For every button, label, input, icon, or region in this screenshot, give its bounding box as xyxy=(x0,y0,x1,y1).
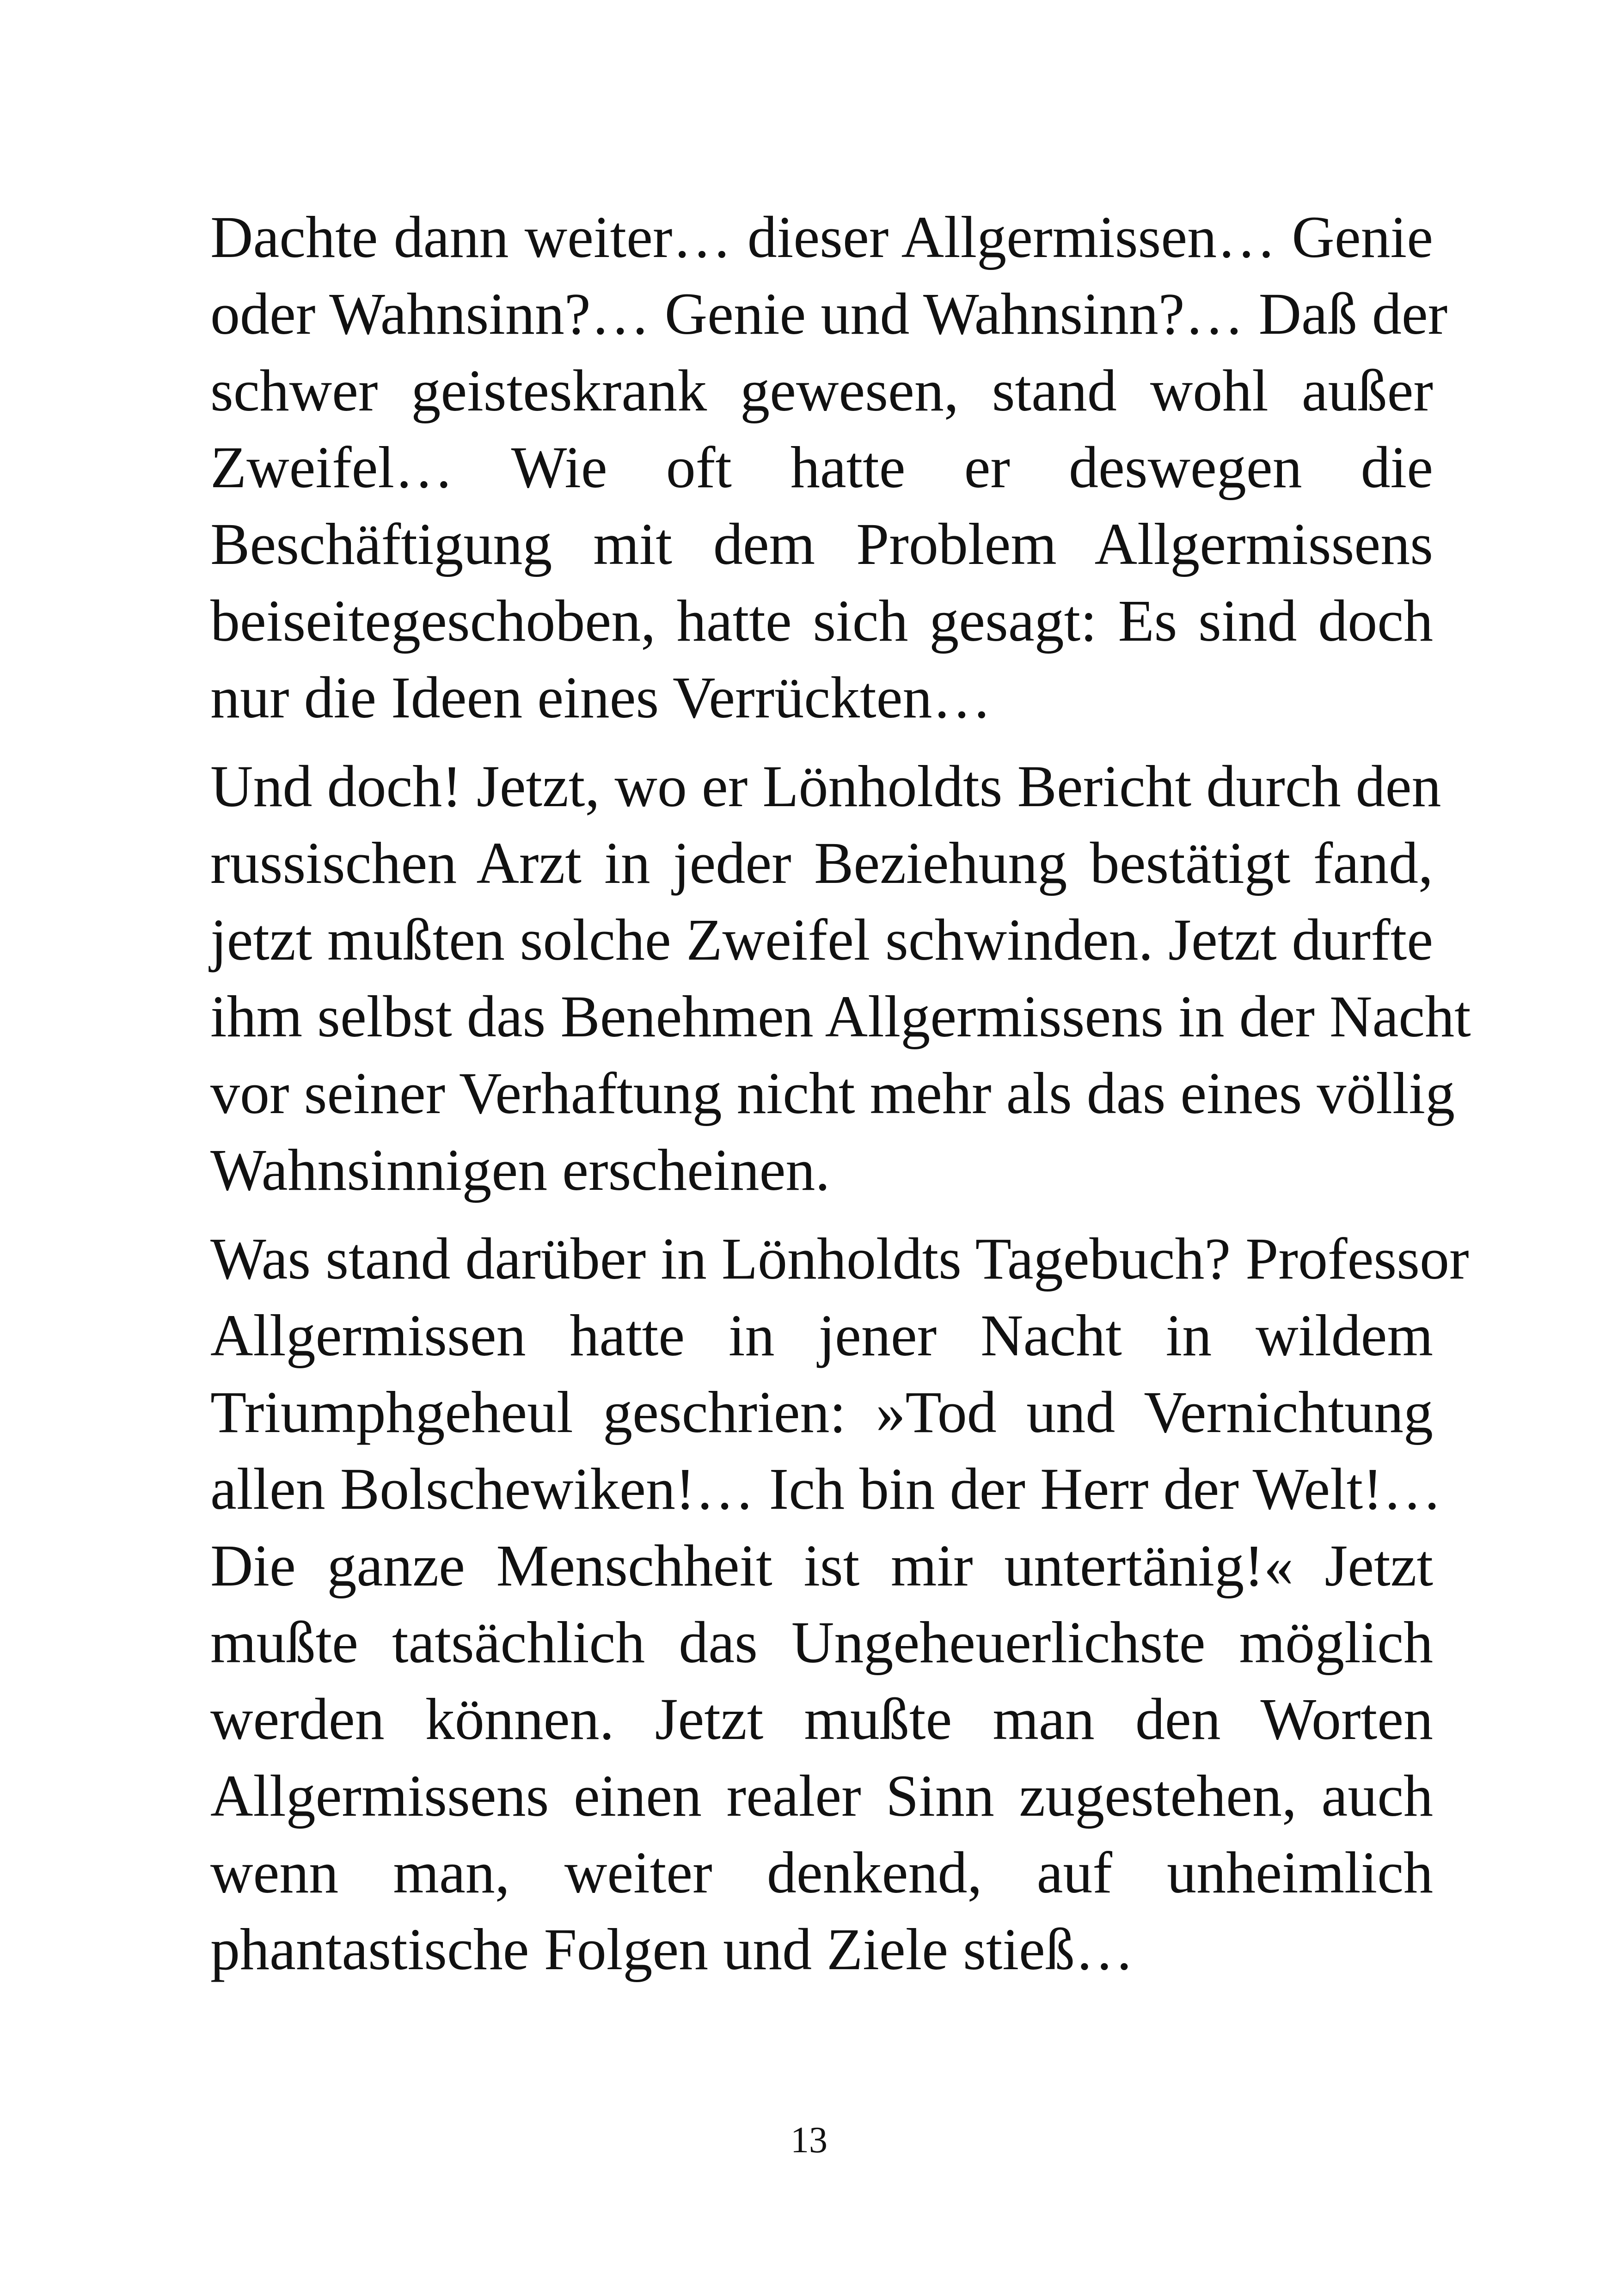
text-line: schwer geisteskrank gewesen, stand wohl außer xyxy=(210,358,1433,423)
page-number: 13 xyxy=(791,2120,827,2161)
text-line: oder Wahnsinn?… Genie und Wahnsinn?… Daß der xyxy=(210,281,1448,347)
paragraph-3 xyxy=(210,1220,1469,1988)
text-line: Was stand darüber in Lönholdts Tagebuch? Professor xyxy=(210,1226,1469,1292)
text-line: Dachte dann weiter… dieser Allgermissen… Genie xyxy=(210,204,1433,270)
text-line: Beschäftigung mit dem Problem Allgermissens xyxy=(210,511,1433,577)
text-line: Zweifel… Wie oft hatte er deswegen die xyxy=(210,435,1433,500)
text-line: jetzt mußten solche Zweifel schwinden. Jetzt durfte xyxy=(210,907,1433,973)
text-line: Triumphgeheul geschrien: »Tod und Vernichtung xyxy=(210,1379,1433,1445)
text-line: ihm selbst das Benehmen Allgermissens in der Nacht xyxy=(210,984,1471,1049)
text-line: Wahnsinnigen erscheinen. xyxy=(210,1137,830,1203)
text-line: beiseitegeschoben, hatte sich gesagt: Es sind doch xyxy=(210,588,1433,654)
text-line: wenn man, weiter denkend, auf unheimlich xyxy=(210,1840,1433,1905)
text-line: nur die Ideen eines Verrückten… xyxy=(210,665,992,730)
text-line: Die ganze Menschheit ist mir untertänig!« Jetzt xyxy=(210,1533,1433,1598)
text-line: mußte tatsächlich das Ungeheuerlichste möglich xyxy=(210,1610,1433,1675)
text-line: phantastische Folgen und Ziele stieß… xyxy=(210,1916,1134,1982)
paragraph-2 xyxy=(210,748,1471,1208)
paragraph-1 xyxy=(210,199,1448,736)
text-line: Allgermissens einen realer Sinn zugestehen, auch xyxy=(210,1763,1433,1829)
text-line: russischen Arzt in jeder Beziehung bestätigt fand, xyxy=(210,830,1433,896)
text-line: werden können. Jetzt mußte man den Worten xyxy=(210,1686,1433,1752)
body-text xyxy=(210,199,1471,2000)
text-line: Und doch! Jetzt, wo er Lönholdts Bericht durch den xyxy=(210,753,1441,819)
text-line: allen Bolschewiken!… Ich bin der Herr der Welt!… xyxy=(210,1456,1442,1522)
text-line: vor seiner Verhaftung nicht mehr als das eines völlig xyxy=(210,1060,1455,1126)
text-line: Allgermissen hatte in jener Nacht in wildem xyxy=(210,1303,1433,1368)
